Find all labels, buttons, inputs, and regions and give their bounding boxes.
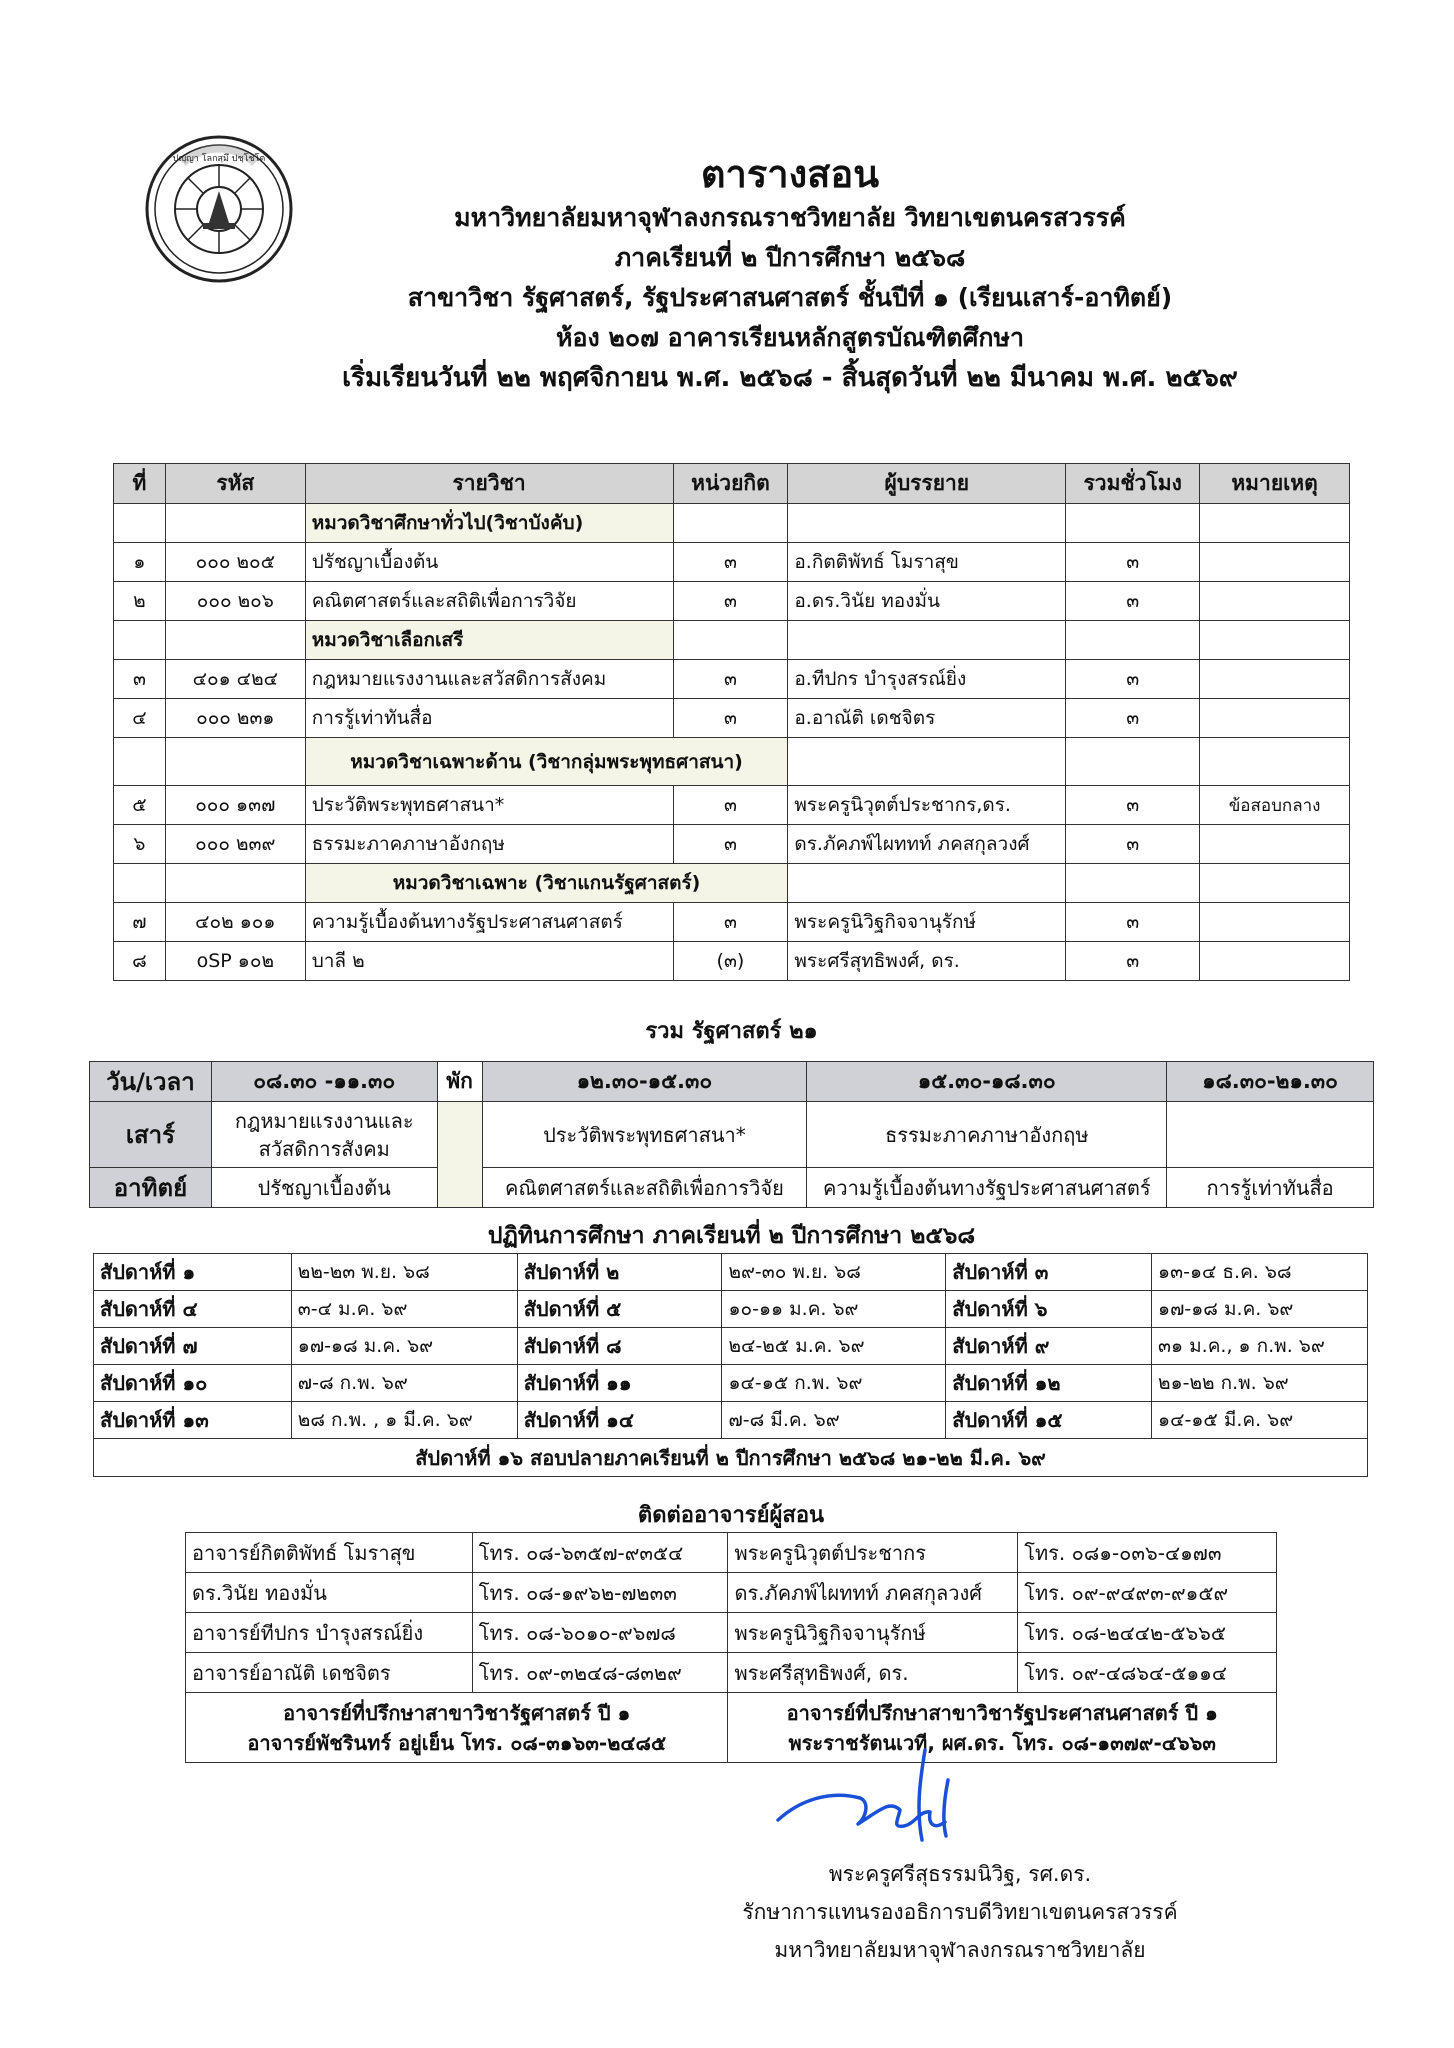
cell-no: ๗: [114, 903, 166, 942]
cell-hours: ๓: [1066, 699, 1200, 738]
slot-cell: การรู้เท่าทันสื่อ: [1167, 1168, 1374, 1208]
cell-lecturer: ดร.ภัคภพ์ไผททท์ ภคสกุลวงศ์: [788, 825, 1066, 864]
contact-phone: โทร. ๐๘-๒๔๔๒-๕๖๖๕: [1018, 1613, 1277, 1653]
cell-note: [1200, 942, 1350, 981]
week-date: ๓๑ ม.ค., ๑ ก.พ. ๖๙: [1152, 1328, 1368, 1365]
cell-hours: ๓: [1066, 942, 1200, 981]
week-label: สัปดาห์ที่ ๗: [94, 1328, 292, 1365]
contact-phone: โทร. ๐๙-๙๔๙๓-๙๑๕๙: [1018, 1573, 1277, 1613]
table-row: [114, 582, 1350, 621]
category-label: หมวดวิชาเฉพาะด้าน (วิชากลุ่มพระพุทธศาสนา): [305, 738, 788, 786]
cell-note: [1200, 660, 1350, 699]
semester-line: ภาคเรียนที่ ๒ ปีการศึกษา ๒๕๖๘: [614, 243, 966, 272]
course-table-header: [114, 464, 1350, 504]
calendar-row: [94, 1291, 1368, 1328]
contact-name: อาจารย์ทีปกร บำรุงสรณ์ยิ่ง: [186, 1613, 473, 1653]
week-date: ๑๓-๑๔ ธ.ค. ๖๘: [1152, 1254, 1368, 1291]
advisor-name: พระราชรัตนเวที, ผศ.ดร. โทร. ๐๘-๑๓๗๙-๔๖๖๓: [788, 1730, 1216, 1755]
week-label: สัปดาห์ที่ ๑๐: [94, 1365, 292, 1402]
col-header-hours: รวมชั่วโมง: [1066, 464, 1200, 504]
cell-hours: ๓: [1066, 903, 1200, 942]
week-label: สัปดาห์ที่ ๓: [946, 1254, 1152, 1291]
advisor-title: อาจารย์ที่ปรึกษาสาขาวิชารัฐศาสตร์ ปี ๑: [283, 1700, 631, 1725]
signature-image: [770, 1740, 1000, 1860]
contact-name: ดร.ภัคภพ์ไผททท์ ภคสกุลวงศ์: [728, 1573, 1018, 1613]
cell-name: บาลี ๒: [305, 942, 673, 981]
cell-hours: ๓: [1066, 582, 1200, 621]
cell-lecturer: อ.อาณัติ เดชจิตร: [788, 699, 1066, 738]
cell-name: กฎหมายแรงงานและสวัสดิการสังคม: [305, 660, 673, 699]
week-date: ๗-๘ ก.พ. ๖๙: [291, 1365, 517, 1402]
cell-code: ๐๐๐ ๒๓๙: [165, 825, 305, 864]
cell-lecturer: อ.ทีปกร บำรุงสรณ์ยิ่ง: [788, 660, 1066, 699]
cell-name: การรู้เท่าทันสื่อ: [305, 699, 673, 738]
week-label: สัปดาห์ที่ ๔: [94, 1291, 292, 1328]
week-label: สัปดาห์ที่ ๑: [94, 1254, 292, 1291]
slot-cell: กฎหมายแรงงานและสวัสดิการสังคม: [211, 1102, 437, 1168]
cell-lecturer: พระครูนิวิฐกิจจานุรักษ์: [788, 903, 1066, 942]
cell-lecturer: อ.กิตติพัทธ์ โมราสุข: [788, 543, 1066, 582]
week-date: ๑๔-๑๕ มี.ค. ๖๙: [1152, 1402, 1368, 1439]
cell-code: ๐๐๐ ๑๓๗: [165, 786, 305, 825]
cell-hours: ๓: [1066, 825, 1200, 864]
table-row: [114, 903, 1350, 942]
cell-no: ๒: [114, 582, 166, 621]
svg-text:ปญฺญา โลกสฺมึ ปชฺโชโต: ปญฺญา โลกสฺมึ ปชฺโชโต: [172, 154, 266, 164]
cell-note: ข้อสอบกลาง: [1200, 786, 1350, 825]
cell-name: ประวัติพระพุทธศาสนา*: [305, 786, 673, 825]
room-line: ห้อง ๒๐๗ อาคารเรียนหลักสูตรบัณฑิตศึกษา: [555, 323, 1025, 352]
table-row: [114, 699, 1350, 738]
cell-lecturer: พระครูนิวุตต์ประชากร,ดร.: [788, 786, 1066, 825]
advisor-title: อาจารย์ที่ปรึกษาสาขาวิชารัฐประศาสนศาสตร์ ปี ๑: [786, 1700, 1218, 1725]
cell-note: [1200, 825, 1350, 864]
contact-phone: โทร. ๐๘-๖๐๑๐-๙๖๗๘: [472, 1613, 728, 1653]
week-date: ๒๑-๒๒ ก.พ. ๖๙: [1152, 1365, 1368, 1402]
break-label: พัก: [437, 1062, 482, 1102]
table-row: [114, 543, 1350, 582]
table-row: [114, 942, 1350, 981]
cell-no: ๖: [114, 825, 166, 864]
contacts-title: ติดต่ออาจารย์ผู้สอน: [637, 1503, 825, 1528]
cell-lecturer: อ.ดร.วินัย ทองมั่น: [788, 582, 1066, 621]
credits-total: รวม รัฐศาสตร์ ๒๑: [645, 1019, 818, 1044]
week-label: สัปดาห์ที่ ๑๔: [517, 1402, 722, 1439]
contact-phone: โทร. ๐๙-๔๘๖๔-๕๑๑๔: [1018, 1653, 1277, 1693]
timetable-row-sunday: [90, 1168, 1374, 1208]
cell-no: ๑: [114, 543, 166, 582]
cell-credits: ๓: [673, 543, 788, 582]
calendar-final-exam-row: [94, 1439, 1368, 1477]
cell-credits: ๓: [673, 825, 788, 864]
week-label: สัปดาห์ที่ ๑๒: [946, 1365, 1152, 1402]
category-label: หมวดวิชาเฉพาะ (วิชาแกนรัฐศาสตร์): [305, 864, 788, 903]
signatory-organization: มหาวิทยาลัยมหาจุฬาลงกรณราชวิทยาลัย: [774, 1938, 1146, 1962]
col-header-code: รหัส: [165, 464, 305, 504]
contact-row: [186, 1533, 1277, 1573]
week-date: ๑๐-๑๑ ม.ค. ๖๙: [722, 1291, 946, 1328]
slot-cell: ประวัติพระพุทธศาสนา*: [482, 1102, 807, 1168]
academic-calendar: [93, 1253, 1368, 1477]
col-header-no: ที่: [114, 464, 166, 504]
cell-name: ธรรมะภาคภาษาอังกฤษ: [305, 825, 673, 864]
col-header-lecturer: ผู้บรรยาย: [788, 464, 1066, 504]
cell-hours: ๓: [1066, 543, 1200, 582]
contact-name: พระครูนิวุตต์ประชากร: [728, 1533, 1018, 1573]
contact-name: ดร.วินัย ทองมั่น: [186, 1573, 473, 1613]
slot-cell: [1167, 1102, 1374, 1168]
contact-phone: โทร. ๐๙-๓๒๔๘-๘๓๒๙: [472, 1653, 728, 1693]
cell-code: ๐๐๐ ๒๐๖: [165, 582, 305, 621]
signatory-name: พระครูศรีสุธรรมนิวิฐ, รศ.ดร.: [828, 1862, 1092, 1886]
week-label: สัปดาห์ที่ ๒: [517, 1254, 722, 1291]
cell-credits: ๓: [673, 699, 788, 738]
slot-3-time: ๑๕.๓๐-๑๘.๓๐: [807, 1062, 1167, 1102]
cell-note: [1200, 543, 1350, 582]
cell-code: ๐๐๐ ๒๓๑: [165, 699, 305, 738]
advisor-political-science: [186, 1693, 728, 1763]
cell-hours: ๓: [1066, 786, 1200, 825]
week-label: สัปดาห์ที่ ๕: [517, 1291, 722, 1328]
signatory-block: [660, 1855, 1260, 1969]
cell-name: ปรัชญาเบื้องต้น: [305, 543, 673, 582]
cell-code: oSP ๑๐๒: [165, 942, 305, 981]
timetable-row-saturday: [90, 1102, 1374, 1168]
table-row: [114, 786, 1350, 825]
cell-code: ๔๐๒ ๑๐๑: [165, 903, 305, 942]
slot-cell: ปรัชญาเบื้องต้น: [211, 1168, 437, 1208]
calendar-row: [94, 1365, 1368, 1402]
corner-label: วัน/เวลา: [90, 1062, 212, 1102]
advisor-name: อาจารย์พัชรินทร์ อยู่เย็น โทร. ๐๘-๓๑๖๓-๒๔๘๕: [247, 1730, 667, 1755]
cell-note: [1200, 582, 1350, 621]
category-label: หมวดวิชาศึกษาทั่วไป(วิชาบังคับ): [305, 504, 673, 543]
contact-phone: โทร. ๐๘-๖๓๕๗-๙๓๕๔: [472, 1533, 728, 1573]
week-label: สัปดาห์ที่ ๖: [946, 1291, 1152, 1328]
slot-cell: คณิตศาสตร์และสถิติเพื่อการวิจัย: [482, 1168, 807, 1208]
cell-lecturer: พระศรีสุทธิพงศ์, ดร.: [788, 942, 1066, 981]
slot-cell: ธรรมะภาคภาษาอังกฤษ: [807, 1102, 1167, 1168]
cell-no: ๕: [114, 786, 166, 825]
cell-note: [1200, 699, 1350, 738]
final-exam-note: สัปดาห์ที่ ๑๖ สอบปลายภาคเรียนที่ ๒ ปีการศึกษา ๒๕๖๘ ๒๑-๒๒ มี.ค. ๖๙: [94, 1439, 1368, 1477]
category-label: หมวดวิชาเลือกเสรี: [305, 621, 673, 660]
cell-no: ๔: [114, 699, 166, 738]
document-header: [230, 150, 1350, 398]
slot-4-time: ๑๘.๓๐-๒๑.๓๐: [1167, 1062, 1374, 1102]
cell-credits: ๓: [673, 660, 788, 699]
contact-row: [186, 1653, 1277, 1693]
contact-row: [186, 1613, 1277, 1653]
contact-name: อาจารย์อาณัติ เดชจิตร: [186, 1653, 473, 1693]
calendar-title: ปฏิทินการศึกษา ภาคเรียนที่ ๒ ปีการศึกษา ๒๕๖๘: [487, 1223, 976, 1249]
contact-name: พระศรีสุทธิพงศ์, ดร.: [728, 1653, 1018, 1693]
week-date: ๒๒-๒๓ พ.ย. ๖๘: [291, 1254, 517, 1291]
week-label: สัปดาห์ที่ ๘: [517, 1328, 722, 1365]
cell-credits: ๓: [673, 903, 788, 942]
signatory-position: รักษาการแทนรองอธิการบดีวิทยาเขตนครสวรรค์: [742, 1900, 1178, 1924]
week-label: สัปดาห์ที่ ๙: [946, 1328, 1152, 1365]
advisor-row: [186, 1693, 1277, 1763]
table-row: [114, 825, 1350, 864]
slot-cell: ความรู้เบื้องต้นทางรัฐประศาสนศาสตร์: [807, 1168, 1167, 1208]
cell-note: [1200, 903, 1350, 942]
col-header-name: รายวิชา: [305, 464, 673, 504]
slot-1-time: ๐๘.๓๐ -๑๑.๓๐: [211, 1062, 437, 1102]
cell-no: ๓: [114, 660, 166, 699]
week-date: ๒๘ ก.พ. , ๑ มี.ค. ๖๙: [291, 1402, 517, 1439]
cell-no: ๘: [114, 942, 166, 981]
cell-code: ๐๐๐ ๒๐๕: [165, 543, 305, 582]
dates-line: เริ่มเรียนวันที่ ๒๒ พฤศจิกายน พ.ศ. ๒๕๖๘ - สิ้นสุดวันที่ ๒๒ มีนาคม พ.ศ. ๒๕๖๙: [342, 363, 1238, 393]
weekly-timetable: [89, 1061, 1374, 1208]
calendar-row: [94, 1402, 1368, 1439]
timetable-header: [90, 1062, 1374, 1102]
calendar-row: [94, 1254, 1368, 1291]
page-title: ตารางสอน: [700, 152, 880, 196]
cell-hours: ๓: [1066, 660, 1200, 699]
day-label: อาทิตย์: [90, 1168, 212, 1208]
contact-phone: โทร. ๐๘-๑๙๖๒-๗๒๓๓: [472, 1573, 728, 1613]
contact-name: พระครูนิวิฐกิจจานุรักษ์: [728, 1613, 1018, 1653]
university-name: มหาวิทยาลัยมหาจุฬาลงกรณราชวิทยาลัย วิทยาเขตนครสวรรค์: [454, 203, 1126, 232]
cell-name: คณิตศาสตร์และสถิติเพื่อการวิจัย: [305, 582, 673, 621]
week-date: ๑๗-๑๘ ม.ค. ๖๙: [291, 1328, 517, 1365]
week-date: ๓-๔ ม.ค. ๖๙: [291, 1291, 517, 1328]
col-header-credits: หน่วยกิต: [673, 464, 788, 504]
category-row: [114, 621, 1350, 660]
category-row: [114, 504, 1350, 543]
week-label: สัปดาห์ที่ ๑๕: [946, 1402, 1152, 1439]
contact-name: อาจารย์กิตติพัทธ์ โมราสุข: [186, 1533, 473, 1573]
day-label: เสาร์: [90, 1102, 212, 1168]
week-date: ๒๙-๓๐ พ.ย. ๖๘: [722, 1254, 946, 1291]
cell-credits: ๓: [673, 786, 788, 825]
course-table: [113, 463, 1350, 981]
week-date: ๗-๘ มี.ค. ๖๙: [722, 1402, 946, 1439]
category-row: [114, 738, 1350, 786]
break-column: [437, 1102, 482, 1208]
cell-credits: ๓: [673, 582, 788, 621]
week-date: ๑๔-๑๕ ก.พ. ๖๙: [722, 1365, 946, 1402]
category-row: [114, 864, 1350, 903]
calendar-row: [94, 1328, 1368, 1365]
cell-name: ความรู้เบื้องต้นทางรัฐประศาสนศาสตร์: [305, 903, 673, 942]
cell-credits: (๓): [673, 942, 788, 981]
contact-phone: โทร. ๐๘๑-๐๓๖-๔๑๗๓: [1018, 1533, 1277, 1573]
week-date: ๑๗-๑๘ ม.ค. ๖๙: [1152, 1291, 1368, 1328]
table-row: [114, 660, 1350, 699]
week-date: ๒๔-๒๕ ม.ค. ๖๙: [722, 1328, 946, 1365]
cell-code: ๔๐๑ ๔๒๔: [165, 660, 305, 699]
contacts-table: [185, 1532, 1277, 1763]
col-header-note: หมายเหตุ: [1200, 464, 1350, 504]
slot-2-time: ๑๒.๓๐-๑๕.๓๐: [482, 1062, 807, 1102]
week-label: สัปดาห์ที่ ๑๓: [94, 1402, 292, 1439]
week-label: สัปดาห์ที่ ๑๑: [517, 1365, 722, 1402]
contact-row: [186, 1573, 1277, 1613]
program-line: สาขาวิชา รัฐศาสตร์, รัฐประศาสนศาสตร์ ชั้นปีที่ ๑ (เรียนเสาร์-อาทิตย์): [407, 283, 1173, 312]
